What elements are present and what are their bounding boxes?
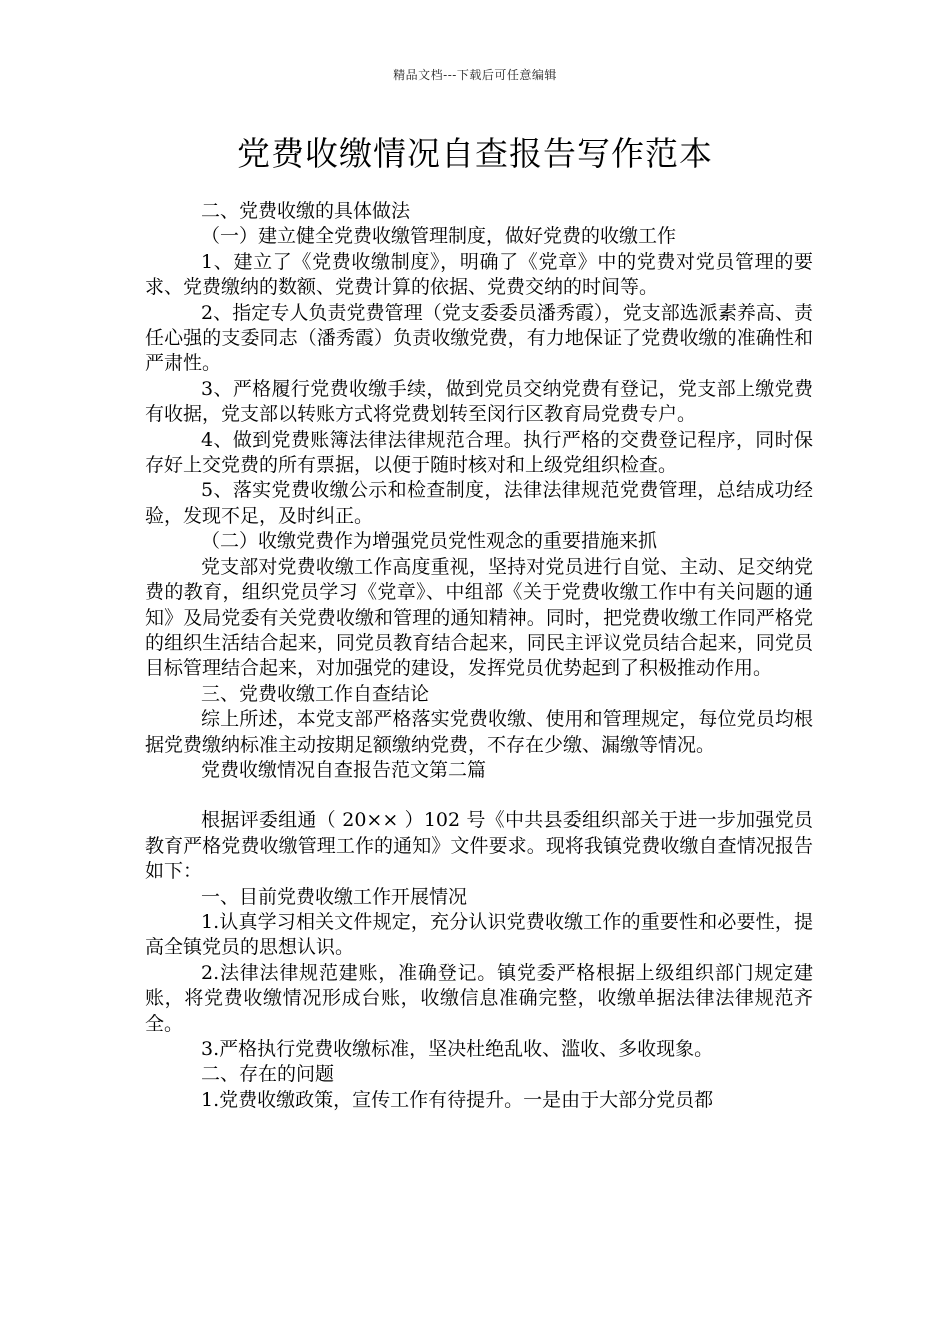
section-heading: 一、目前党费收缴工作开展情况	[201, 885, 468, 908]
body-paragraph: 3.严格执行党费收缴标准，坚决杜绝乱收、滥收、多收现象。	[201, 1038, 714, 1060]
body-paragraph: 2.法律法律规范建账，准确登记。镇党委严格根据上级组织部门规定建账，将党费收缴情况形成台账，收缴信息准确完整，收缴单据法律法律规范齐全。	[145, 961, 813, 1035]
body-paragraph: 1.党费收缴政策，宣传工作有待提升。一是由于大部分党员都	[201, 1088, 714, 1111]
section-heading: 二、党费收缴的具体做法	[201, 200, 411, 222]
body-paragraph: 党支部对党费收缴工作高度重视，坚持对党员进行自觉、主动、足交纳党费的教育，组织党员学习《党章》、中组部《关于党费收缴工作中有关问题的通知》及局党委有关党费收缴和管理的通知精神。同时，把党费收缴工作同严格党的组织生活结合起来，同党员教育结合起来，同民主评议党员结合起来，同党员目标管理结合起来，对加强党的建设，发挥党员优势起到了积极推动作用。	[145, 555, 813, 680]
header-note: 精品文档---下载后可任意编辑	[393, 68, 557, 82]
second-article-heading: 党费收缴情况自查报告范文第二篇	[201, 758, 487, 781]
subsection-heading: （一）建立健全党费收缴管理制度，做好党费的收缴工作	[201, 225, 677, 248]
body-paragraph: 1.认真学习相关文件规定，充分认识党费收缴工作的重要性和必要性，提高全镇党员的思想认识。	[145, 910, 813, 959]
section-heading: 二、存在的问题	[201, 1063, 335, 1086]
body-paragraph: 1、建立了《党费收缴制度》，明确了《党章》中的党费对党员管理的要求、党费缴纳的数额、党费计算的依据、党费交纳的时间等。	[145, 250, 813, 299]
subsection-heading: （二）收缴党费作为增强党员党性观念的重要措施来抓	[201, 530, 658, 553]
document-body	[145, 199, 813, 1113]
body-paragraph: 根据评委组通（ 20×× ）102 号《中共县委组织部关于进一步加强党员教育严格党费收缴管理工作的通知》文件要求。现将我镇党费收缴自查情况报告如下：	[145, 809, 813, 883]
document-title: 党费收缴情况自查报告写作范本	[237, 134, 713, 173]
body-paragraph: 2、指定专人负责党费管理（党支委委员潘秀霞），党支部选派素养高、责任心强的支委同志（潘秀霞）负责收缴党费，有力地保证了党费收缴的准确性和严肃性。	[145, 301, 813, 375]
body-paragraph: 5、落实党费收缴公示和检查制度，法律法律规范党费管理，总结成功经验，发现不足，及时纠正。	[145, 479, 813, 527]
body-paragraph: 4、做到党费账簿法律法律规范合理。执行严格的交费登记程序，同时保存好上交党费的所有票据，以便于随时核对和上级党组织检查。	[145, 428, 813, 477]
section-heading: 三、党费收缴工作自查结论	[201, 682, 430, 705]
body-paragraph: 3、严格履行党费收缴手续，做到党员交纳党费有登记，党支部上缴党费有收据，党支部以转账方式将党费划转至闵行区教育局党费专户。	[145, 377, 813, 426]
body-paragraph: 综上所述，本党支部严格落实党费收缴、使用和管理规定，每位党员均根据党费缴纳标准主动按期足额缴纳党费，不存在少缴、漏缴等情况。	[145, 708, 813, 756]
